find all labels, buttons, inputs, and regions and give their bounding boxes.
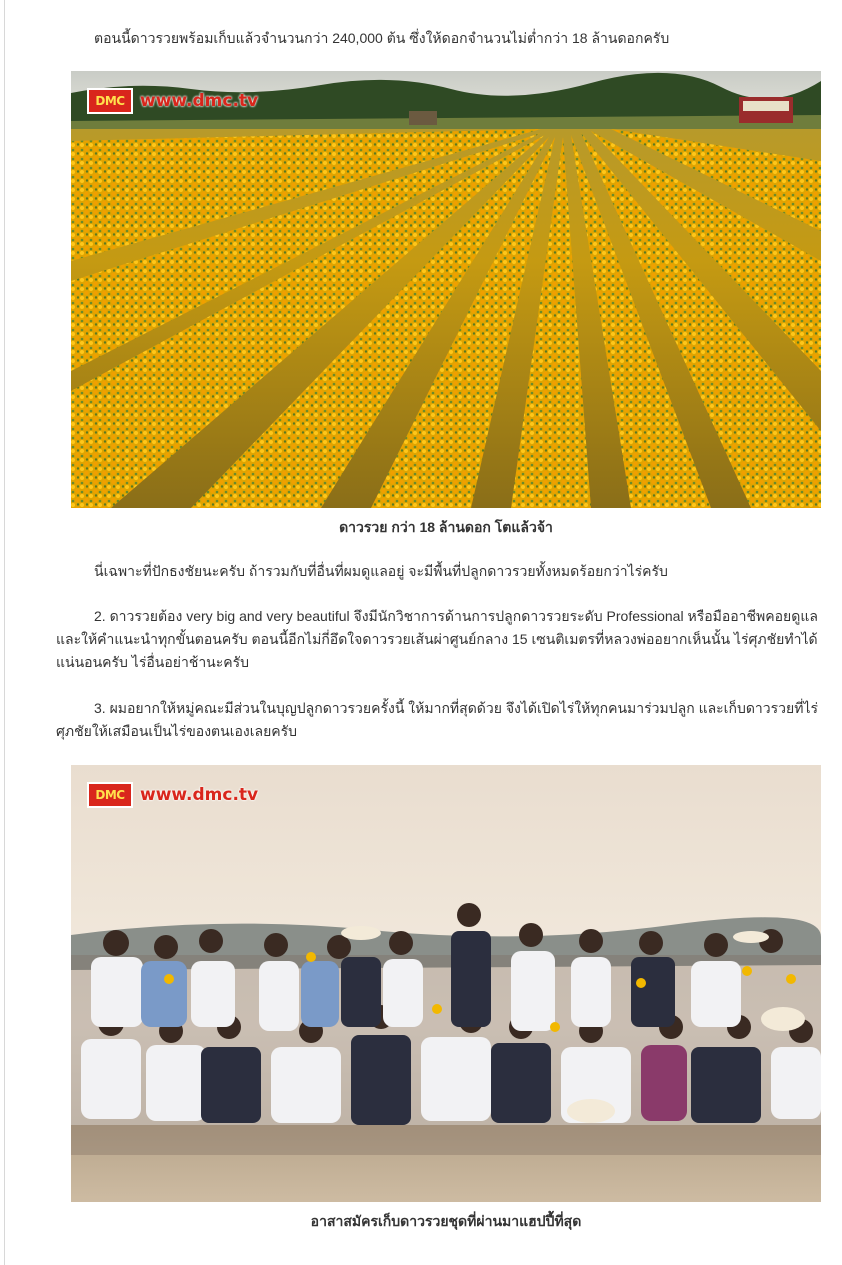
paragraph-stock-count: ตอนนี้ดาวรวยพร้อมเก็บแล้วจำนวนกว่า 240,000 ต้น ซึ่งให้ดอกจำนวนไม่ต่ำกว่า 18 ล้านดอกครับ xyxy=(94,30,670,46)
paragraph-point-3: 3. ผมอยากให้หมู่คณะมีส่วนในบุญปลูกดาวรวยครั้งนี้ ให้มากที่สุดด้วย จึงได้เปิดไร่ให้ทุกคนมาร่วมปลูก และเก็บดาวรวยที่ไร่ศุภชัยให้เสมือนเป็นไร่ของตนเองเลยครับ xyxy=(56,700,819,739)
dmc-url: www.dmc.tv xyxy=(140,91,259,111)
page-left-border xyxy=(4,0,5,1265)
marigold-field-photo xyxy=(71,71,821,508)
dmc-logo: DMC xyxy=(87,88,133,114)
paragraph-point-2: 2. ดาวรวยต้อง very big and very beautiful จึงมีนักวิชาการด้านการปลูกดาวรวยระดับ Professional หรือมืออาชีพคอยดูแลและให้คำแนะนำทุกขั้นตอนครับ ตอนนี้อีกไม่กี่อึดใจดาวรวยเส้นผ่าศูนย์กลาง 15 เซนติเมตรที่หลวงพ่ออยากเห็นนั้น ไร่ศุภชัยทำได้แน่นอนครับ ไร่อื่นอย่าช้านะครับ xyxy=(56,608,818,670)
caption-marigold-field: ดาวรวย กว่า 18 ล้านดอก โตแล้วจ้า xyxy=(339,519,553,535)
dmc-watermark xyxy=(87,782,258,808)
volunteers-group-photo xyxy=(71,765,821,1202)
dmc-watermark xyxy=(87,88,258,114)
marigold-field-image xyxy=(71,71,821,508)
caption-volunteers: อาสาสมัครเก็บดาวรวยชุดที่ผ่านมาแฮปปี้ที่สุด xyxy=(310,1213,582,1229)
dmc-url: www.dmc.tv xyxy=(140,785,259,805)
volunteers-group-image xyxy=(71,765,821,1202)
paragraph-planting-area: นี่เฉพาะที่ปักธงชัยนะครับ ถ้ารวมกับที่อื่นที่ผมดูแลอยู่ จะมีพื้นที่ปลูกดาวรวยทั้งหมดร้อยกว่าไร่ครับ xyxy=(94,563,668,579)
dmc-logo: DMC xyxy=(87,782,133,808)
